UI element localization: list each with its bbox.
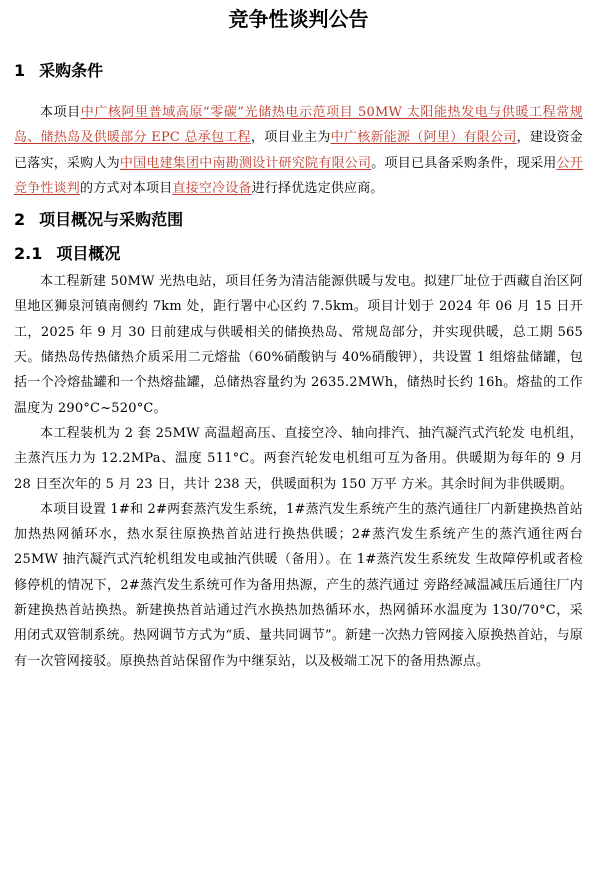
section-number: 2.1 [14,244,43,264]
section-title: 项目概况 [56,244,121,264]
section-heading-1 [14,60,583,82]
paragraph-overview-2: 本工程装机为 2 套 25MW 高温超高压、直接空冷、轴向排汽、抽汽凝汽式汽轮发 电机组，主蒸汽压力为 12.2MPa、温度 511°C。两套汽轮发电机组可互为备用。供暖期为每年的 9 月 28 日至次年的 5 月 23 日，共计 238 天，供暖面积为 150 万平 方米。其余时间为非供暖期。 [14,425,583,492]
section-title: 项目概况与采购范围 [39,210,184,230]
project-name: 中广核阿里普域高原“零碳”光储热电示范项目 50MW 太阳能热发电与供暖工程常规岛、储热岛及供暖部分 EPC 总承包工程 [14,105,583,146]
page-title: 竞争性谈判公告 [228,7,369,31]
text-segment: 进行择优选定供应商。 [251,180,384,196]
section-title: 采购条件 [39,61,104,80]
section-heading-2 [14,209,583,231]
section-number: 2 [14,210,26,230]
section-heading-2-1 [14,243,583,265]
equipment-name: 直接空冷设备 [172,180,252,196]
text-segment: 。项目已具备采购条件，现采用 [371,155,557,171]
purchaser-name: 中国电建集团中南勘测设计研究院有限公司 [119,155,372,171]
paragraph-procurement-conditions [14,100,583,201]
text-segment: ，项目业主为 [250,130,331,146]
text-segment: ，建设资金已落实，采购人为 [14,130,583,171]
procurement-method: 公开竞争性谈判 [14,155,583,196]
text-segment: 的方式对本项目 [80,180,173,196]
owner-name: 中广核新能源（阿里）有限公司 [330,130,517,146]
paragraph-overview-3: 本项目设置 1#和 2#两套蒸汽发生系统，1#蒸汽发生系统产生的蒸汽通往厂内新建换热首站加热热网循环水，热水泵往原换热首站进行换热供暖；2#蒸汽发生系统产生的蒸汽通往两台 25MW 抽汽凝汽式汽轮机组发电或抽汽供暖（备用）。在 1#蒸汽发生系统发 生故障停机或者检修停机的情况下，2#蒸汽发生系统可作为备用热源，产生的蒸汽通过 旁路经减温减压后通往厂内新建换热首站换热。新建换热首站通过汽水换热加热循环水，热网循环水温度为 130/70°C，采用闭式双管制系统。热网调节方式为“质、量共同调节”。新建一次热力管网接入原换热首站，与原有一次管网接驳。原换热首站保留作为中继泵站，以及极端工况下的备用热源点。 [14,501,583,669]
section-number: 1 [14,61,26,80]
text-segment: 本项目 [40,105,81,120]
paragraph-overview-1: 本工程新建 50MW 光热电站，项目任务为清洁能源供暖与发电。拟建厂址位于西藏自治区阿里地区狮泉河镇南侧约 7km 处，距行署中心区约 7.5km。项目计划于 2024 年 06 月 15 日开工，2025 年 9 月 30 日前建成与供暖相关的储换热岛、常规岛部分，并实现供暖，总工期 565 天。储热岛传热储热介质采用二元熔盐（60%硝酸钠与 40%硝酸钾），共设置 1 组熔盐储罐，包括一个冷熔盐罐和一个热熔盐罐，总储热容量约为 2635.2MWh，储热时长约 16h。熔盐的工作温度为 290°C~520°C。 [14,274,583,416]
